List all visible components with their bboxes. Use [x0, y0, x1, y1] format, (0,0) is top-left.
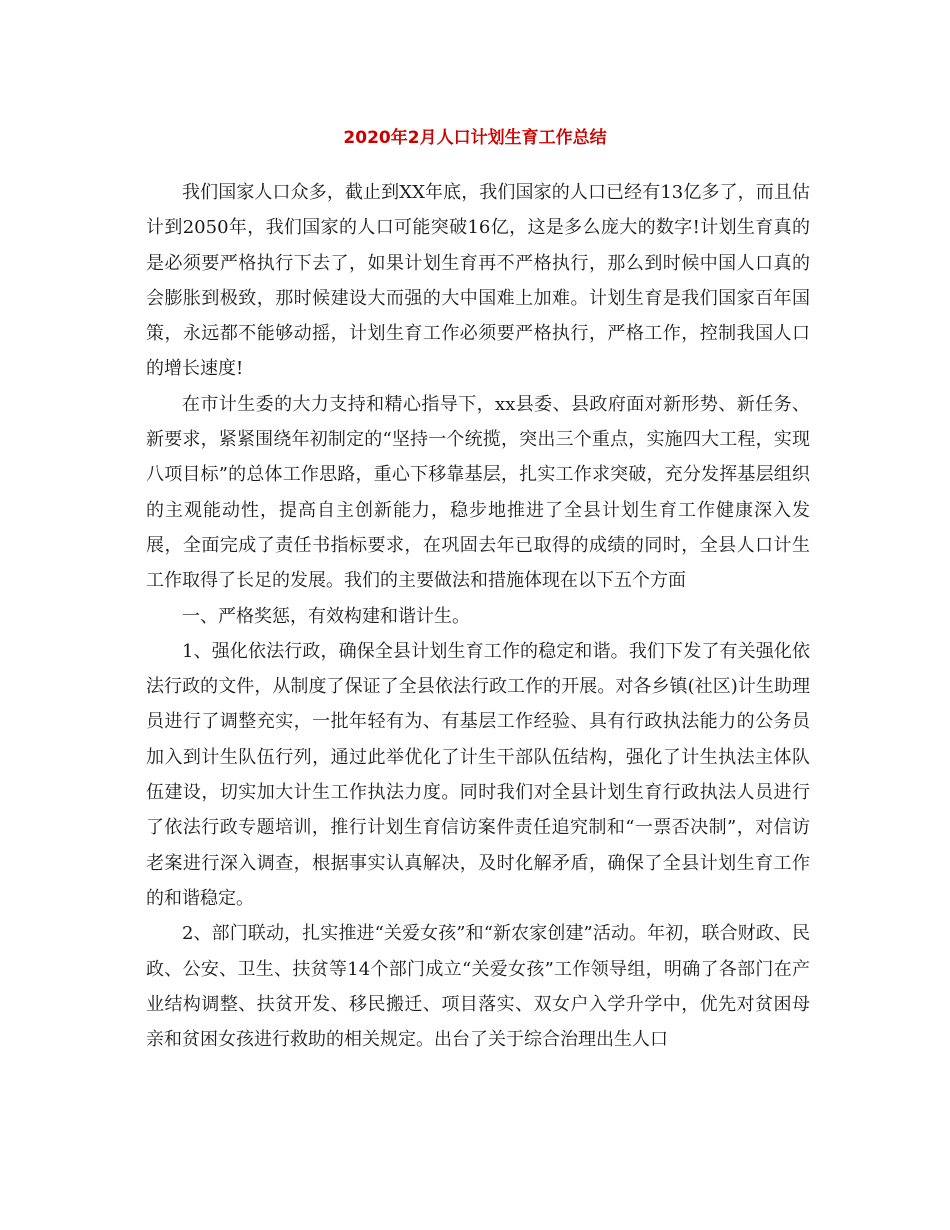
paragraph-intro: 我们国家人口众多，截止到XX年底，我们国家的人口已经有13亿多了，而且估计到2050年，我们国家的人口可能突破16亿，这是多么庞大的数字!计划生育真的是必须要严格执行下去了，如果计划生育再不严格执行，那么到时候中国人口真的会膨胀到极致，那时候建设大而强的大中国难上加难。计划生育是我们国家百年国策，永远都不能够动摇，计划生育工作必须要严格执行，严格工作，控制我国人口的增长速度!	[146, 182, 810, 380]
paragraph-overview: 在市计生委的大力支持和精心指导下，xx县委、县政府面对新形势、新任务、新要求，紧紧围绕年初制定的“坚持一个统揽，突出三个重点，实施四大工程，实现八项目标”的总体工作思路，重心下移靠基层，扎实工作求突破，充分发挥基层组织的主观能动性，提高自主创新能力，稳步地推进了全县计划生育工作健康深入发展，全面完成了责任书指标要求，在巩固去年已取得的成绩的同时，全县人口计生工作取得了长足的发展。我们的主要做法和措施体现在以下五个方面	[146, 393, 810, 592]
paragraph-item-2: 2、部门联动，扎实推进“关爱女孩”和“新农家创建”活动。年初，联合财政、民政、公安、卫生、扶贫等14个部门成立“关爱女孩”工作领导组，明确了各部门在产业结构调整、扶贫开发、移民搬迁、项目落实、双女户入学升学中，优先对贫困母亲和贫困女孩进行救助的相关规定。出台了关于综合治理出生人口	[146, 923, 810, 1051]
document-body	[146, 175, 810, 1057]
section-heading-1: 一、严格奖惩，有效构建和谐计生。	[182, 605, 470, 627]
document-title: 2020年2月人口计划生育工作总结	[343, 128, 607, 148]
paragraph-item-1: 1、强化依法行政，确保全县计划生育工作的稳定和谐。我们下发了有关强化依法行政的文件，从制度了保证了全县依法行政工作的开展。对各乡镇(社区)计生助理员进行了调整充实，一批年轻有为、有基层工作经验、具有行政执法能力的公务员加入到计生队伍行列，通过此举优化了计生干部队伍结构，强化了计生执法主体队伍建设，切实加大计生工作执法力度。同时我们对全县计划生育行政执法人员进行了依法行政专题培训，推行计划生育信访案件责任追究制和“一票否决制”，对信访老案进行深入调查，根据事实认真解决，及时化解矛盾，确保了全县计划生育工作的和谐稳定。	[146, 640, 810, 909]
